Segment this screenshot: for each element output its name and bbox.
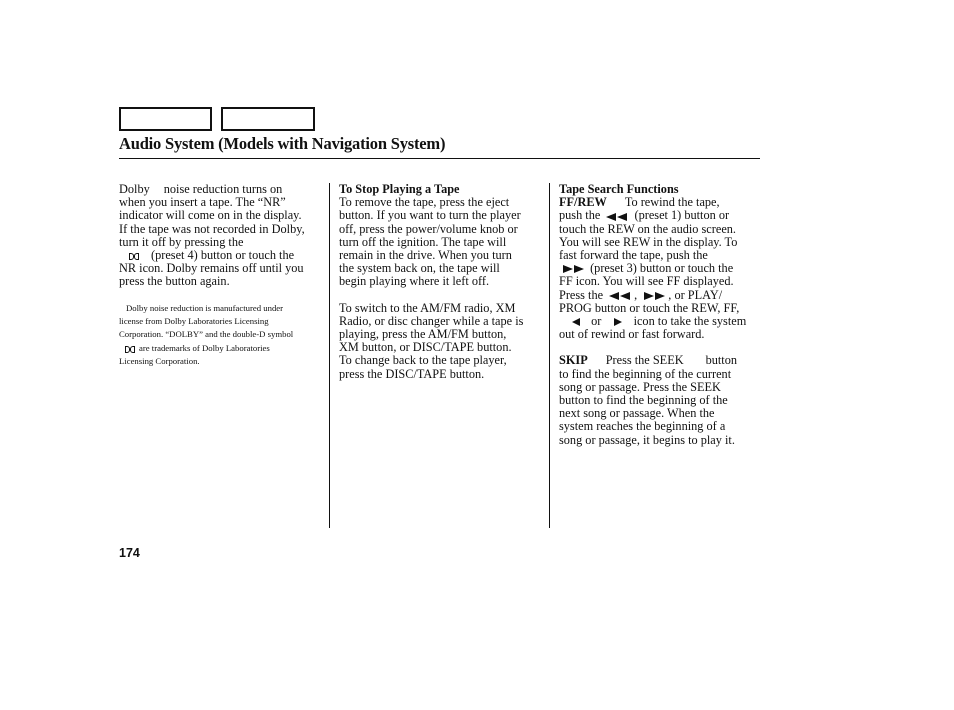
skip-text: system reaches the beginning of a — [559, 419, 726, 434]
switch-line: XM button, or DISC/TAPE button. — [339, 340, 512, 355]
dolby-line: press the button again. — [119, 274, 230, 289]
dolby-line: indicator will come on in the display. — [119, 208, 302, 223]
ffrew-text: To rewind the tape, — [624, 195, 720, 210]
switch-line: press the DISC/TAPE button. — [339, 366, 485, 381]
dolby-text-cont: noise reduction turns on — [163, 182, 283, 196]
skip-text: next song or passage. When the — [559, 406, 715, 421]
rewind-arrow-icon — [570, 317, 582, 327]
footnote-line: Licensing Corporation. — [119, 356, 200, 367]
ffrew-label: FF/REW — [559, 195, 607, 210]
stop-line: button. If you want to turn the player — [339, 208, 521, 223]
section-heading: Tape Search Functions — [559, 182, 679, 196]
dolby-footnote — [119, 302, 329, 369]
ffrew-text: PROG button or touch the REW, FF, — [559, 300, 740, 315]
stop-line: remain in the drive. When you turn — [339, 247, 512, 262]
ffrew-text: push the — [559, 208, 601, 223]
dolby-line: If the tape was not recorded in Dolby, — [119, 221, 305, 236]
rewind-icon — [606, 291, 634, 301]
dolby-line: (preset 4) button or touch the — [151, 247, 295, 262]
ffrew-text: out of rewind or fast forward. — [559, 327, 705, 342]
fast-forward-icon — [559, 264, 587, 274]
skip-text: button to find the beginning of the — [559, 393, 728, 407]
skip-text: song or passage, it begins to play it. — [559, 432, 735, 447]
dolby-text-start: Dolby — [119, 182, 150, 196]
ffrew-text: touch the REW on the audio screen. — [559, 221, 737, 236]
column-stop-playing — [339, 183, 545, 381]
skip-text: Press the SEEK — [605, 353, 684, 368]
ffrew-text: (preset 1) button or — [634, 208, 730, 223]
skip-label: SKIP — [559, 353, 588, 368]
footnote-line: Dolby noise reduction is manufactured under — [126, 302, 284, 313]
stop-line: off, press the power/volume knob or — [339, 221, 518, 236]
header-tab-box-2 — [221, 107, 315, 131]
column-dolby — [119, 183, 329, 369]
header-tab-box-1 — [119, 107, 212, 131]
dolby-double-d-icon — [125, 345, 135, 353]
ffrew-text: FF icon. You will see FF displayed. — [559, 274, 734, 289]
skip-text: to find the beginning of the current — [559, 366, 732, 381]
stop-line: To remove the tape, press the eject — [339, 195, 510, 210]
switch-line: playing, press the AM/FM button, — [339, 327, 507, 342]
forward-arrow-icon — [612, 317, 624, 327]
dolby-line: when you insert a tape. The “NR” — [119, 195, 286, 210]
page-number: 174 — [119, 546, 140, 560]
section-heading: To Stop Playing a Tape — [339, 182, 460, 196]
ffrew-text: , — [634, 287, 638, 302]
ffrew-text: icon to take the system — [633, 313, 747, 328]
dolby-line: NR icon. Dolby remains off until you — [119, 261, 304, 276]
ffrew-text: Press the — [559, 287, 604, 302]
column-tape-search — [559, 183, 764, 447]
footnote-line: are trademarks of Dolby Laboratories — [139, 342, 270, 353]
fast-forward-icon — [640, 291, 668, 301]
switch-line: To change back to the tape player, — [339, 353, 507, 368]
stop-line: turn off the ignition. The tape will — [339, 234, 507, 249]
column-divider-1 — [329, 183, 330, 528]
dolby-double-d-icon — [129, 252, 139, 260]
skip-text: song or passage. Press the SEEK — [559, 379, 721, 394]
stop-line: begin playing where it left off. — [339, 274, 490, 289]
dolby-line: turn it off by pressing the — [119, 234, 244, 249]
page-title: Audio System (Models with Navigation System) — [119, 134, 446, 153]
column-divider-2 — [549, 183, 550, 528]
rewind-icon — [603, 212, 631, 222]
footnote-line: Corporation. “DOLBY” and the double-D symbol — [119, 329, 294, 340]
footnote-line: license from Dolby Laboratories Licensing — [119, 316, 269, 327]
title-rule — [119, 158, 760, 159]
ffrew-text: You will see REW in the display. To — [559, 234, 738, 249]
switch-line: To switch to the AM/FM radio, XM — [339, 300, 516, 315]
stop-line: the system back on, the tape will — [339, 261, 500, 276]
switch-line: Radio, or disc changer while a tape is — [339, 313, 524, 328]
ffrew-text: or — [591, 313, 602, 328]
ffrew-text: (preset 3) button or touch the — [590, 261, 734, 276]
ffrew-text: , or PLAY/ — [668, 287, 723, 302]
skip-text: button — [705, 353, 738, 368]
ffrew-text: fast forward the tape, push the — [559, 247, 708, 262]
